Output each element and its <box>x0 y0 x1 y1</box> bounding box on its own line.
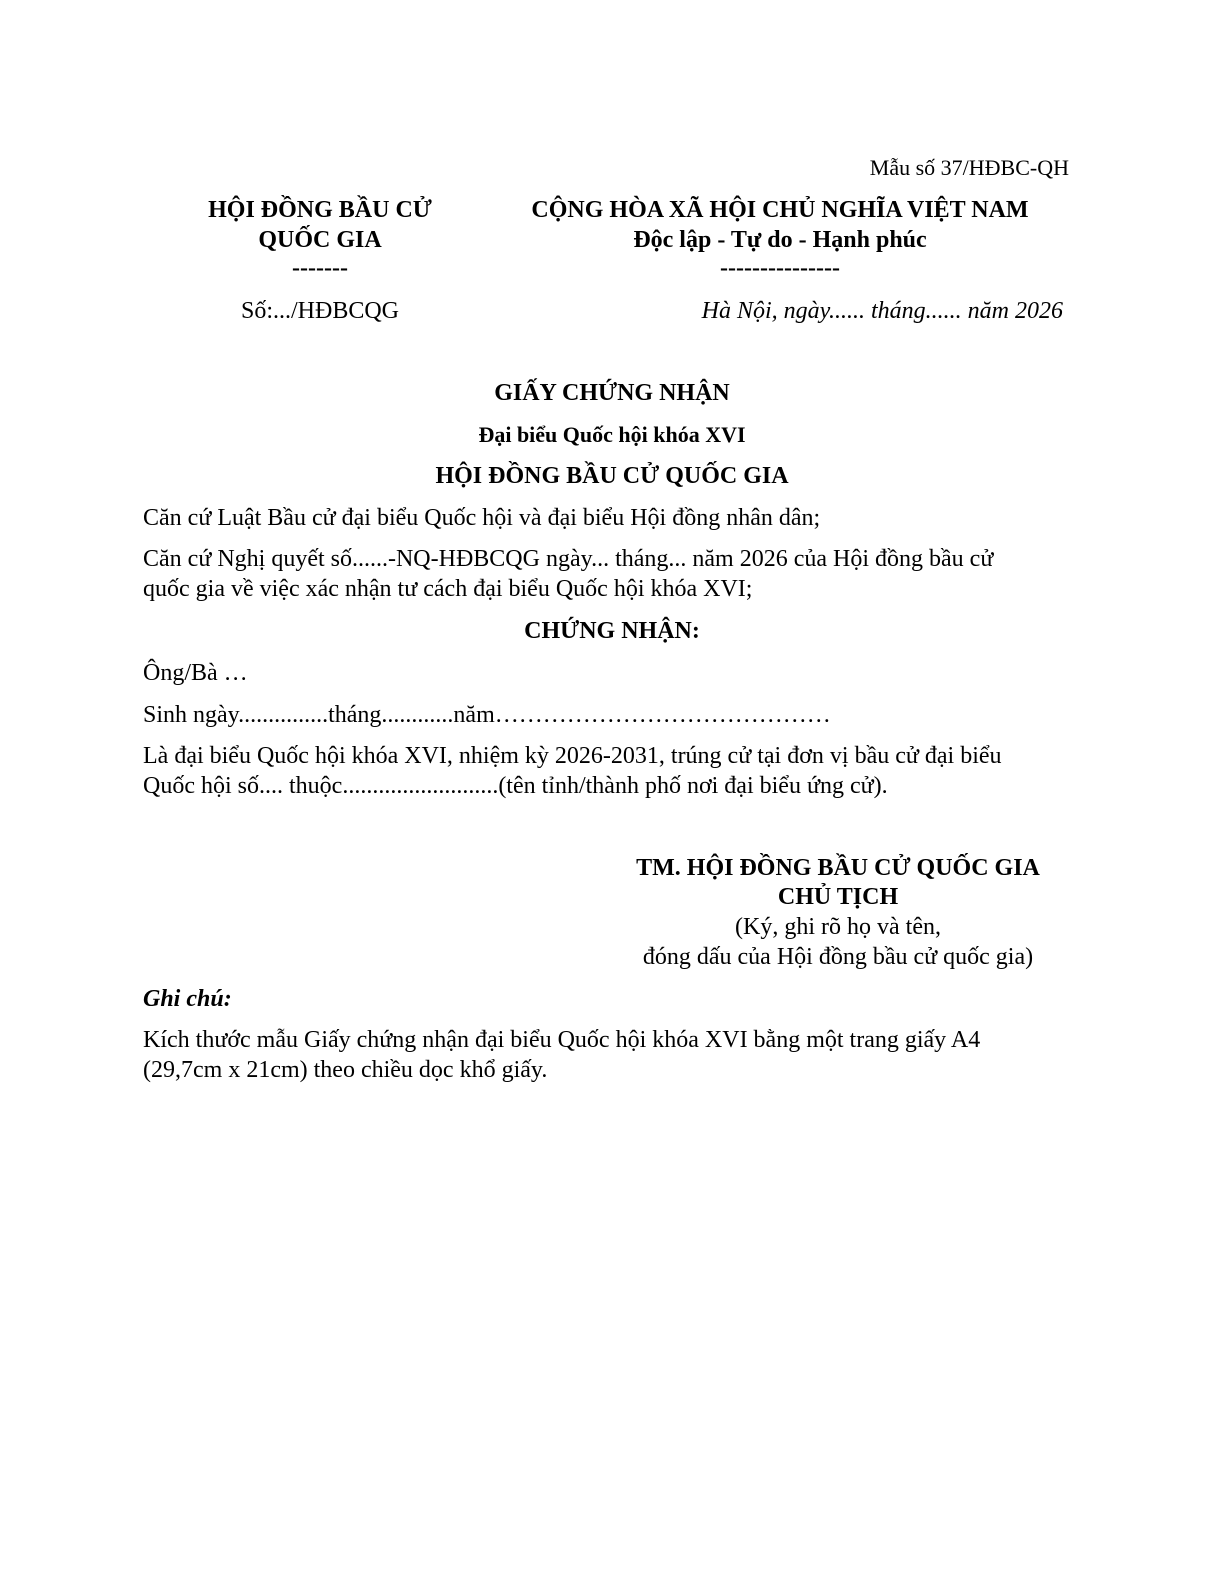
signature-role: CHỦ TỊCH <box>777 884 899 910</box>
name-line: Ông/Bà … <box>143 660 248 686</box>
national-title: CỘNG HÒA XÃ HỘI CHỦ NGHĨA VIỆT NAM <box>531 197 1029 223</box>
note-heading: Ghi chú: <box>143 986 232 1012</box>
signature-instruction2: đóng dấu của Hội đồng bầu cử quốc gia) <box>642 944 1034 970</box>
place-date: Hà Nội, ngày...... tháng...... năm 2026 <box>701 298 1063 324</box>
basis-resolution-line1: Căn cứ Nghị quyết số......-NQ-HĐBCQG ngày... tháng... năm 2026 của Hội đồng bầu cử <box>143 546 994 572</box>
basis-resolution-line2: quốc gia về việc xác nhận tư cách đại biểu Quốc hội khóa XVI; <box>143 576 753 602</box>
form-number: Mẫu số 37/HĐBC-QH <box>869 155 1069 180</box>
basis-law: Căn cứ Luật Bầu cử đại biểu Quốc hội và đại biểu Hội đồng nhân dân; <box>143 505 821 531</box>
national-motto: Độc lập - Tự do - Hạnh phúc <box>633 227 927 253</box>
signature-instruction1: (Ký, ghi rõ họ và tên, <box>735 914 941 940</box>
certify-heading: CHỨNG NHẬN: <box>524 618 700 644</box>
national-divider: --------------- <box>720 255 840 281</box>
document-number: Số:.../HĐBCQG <box>240 298 400 324</box>
delegate-line1: Là đại biểu Quốc hội khóa XVI, nhiệm kỳ 2026-2031, trúng cử tại đơn vị bầu cử đại biểu <box>143 743 1002 769</box>
note-line2: (29,7cm x 21cm) theo chiều dọc khổ giấy. <box>143 1057 548 1083</box>
delegate-line2: Quốc hội số.... thuộc..........................(tên tỉnh/thành phố nơi đại biểu ứng cử). <box>143 773 888 799</box>
issuer-line2: QUỐC GIA <box>258 227 382 253</box>
signature-title: TM. HỘI ĐỒNG BẦU CỬ QUỐC GIA <box>636 855 1040 881</box>
birth-line: Sinh ngày...............tháng............năm…………………………………… <box>143 702 831 728</box>
authority-heading: HỘI ĐỒNG BẦU CỬ QUỐC GIA <box>435 463 789 489</box>
certificate-subtitle: Đại biểu Quốc hội khóa XVI <box>478 422 746 447</box>
certificate-title: GIẤY CHỨNG NHẬN <box>494 380 730 406</box>
issuer-divider: ------- <box>292 255 348 281</box>
issuer-line1: HỘI ĐỒNG BẦU CỬ <box>208 197 432 223</box>
note-line1: Kích thước mẫu Giấy chứng nhận đại biểu Quốc hội khóa XVI bằng một trang giấy A4 <box>143 1027 981 1053</box>
